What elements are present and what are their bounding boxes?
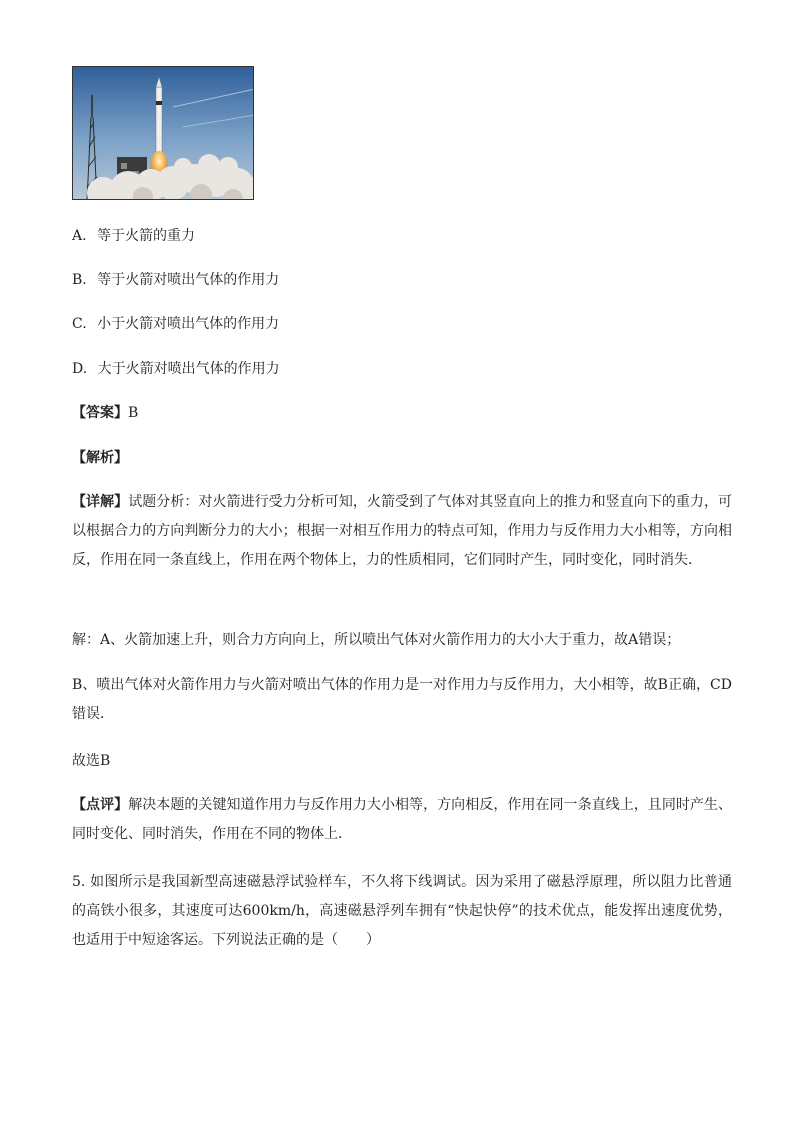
review-label: 【点评】 [72,797,129,813]
option-c [72,314,279,334]
option-letter: C. [72,316,87,332]
solution-paragraph-2 [72,671,732,729]
option-letter: B. [72,272,87,288]
detail-text: 试题分析：对火箭进行受力分析可知，火箭受到了气体对其竖直向上的推力和竖直向下的重力，可以根据合力的方向判断分力的大小；根据一对相互作用力的特点可知，作用力与反作用力大小相等，方向相反，作用在同一条直线上，作用在两个物体上，力的性质相同，它们同时产生，同时变化，同时消失． [72,494,733,568]
solution-paragraph-1 [72,626,732,655]
option-a [72,226,195,246]
analysis-heading [72,448,128,468]
answer-line [72,403,138,423]
conclusion-line [72,751,110,771]
solution-text-1: 解：A、火箭加速上升，则合力方向向上，所以喷出气体对火箭作用力的大小大于重力，故A错误； [72,632,681,648]
option-text: 等于火箭对喷出气体的作用力 [97,272,280,288]
option-text: 小于火箭对喷出气体的作用力 [97,316,280,332]
detail-label: 【详解】 [72,494,129,510]
question-5-text: 5. 如图所示是我国新型高速磁悬浮试验样车，不久将下线调试。因为采用了磁悬浮原理，所以阻力比普通的高铁小很多，其速度可达600km/h，高速磁悬浮列车拥有“快起快停”的技术优点，能发挥出速度优势，也适用于中短途客运。下列说法正确的是（ ） [72,874,732,948]
solution-text-2: B、喷出气体对火箭作用力与火箭对喷出气体的作用力是一对作用力与反作用力，大小相等，故B正确，CD错误． [72,677,732,722]
option-text: 等于火箭的重力 [97,228,196,244]
option-letter: A. [72,228,87,244]
option-b [72,270,279,290]
rocket-launch-image [72,66,254,200]
question-5-paragraph [72,868,732,955]
review-text: 解决本题的关键知道作用力与反作用力大小相等，方向相反，作用在同一条直线上，且同时产生、同时变化、同时消失，作用在不同的物体上． [72,797,733,842]
detail-paragraph [72,488,732,575]
review-paragraph [72,791,732,849]
answer-label: 【答案】 [72,405,128,421]
option-text: 大于火箭对喷出气体的作用力 [97,361,280,377]
option-d [72,359,280,379]
analysis-label: 【解析】 [72,450,128,466]
option-letter: D. [72,361,88,377]
conclusion-text: 故选B [72,753,111,769]
answer-value: B [128,405,139,421]
rocket-launch-illustration [73,67,254,200]
